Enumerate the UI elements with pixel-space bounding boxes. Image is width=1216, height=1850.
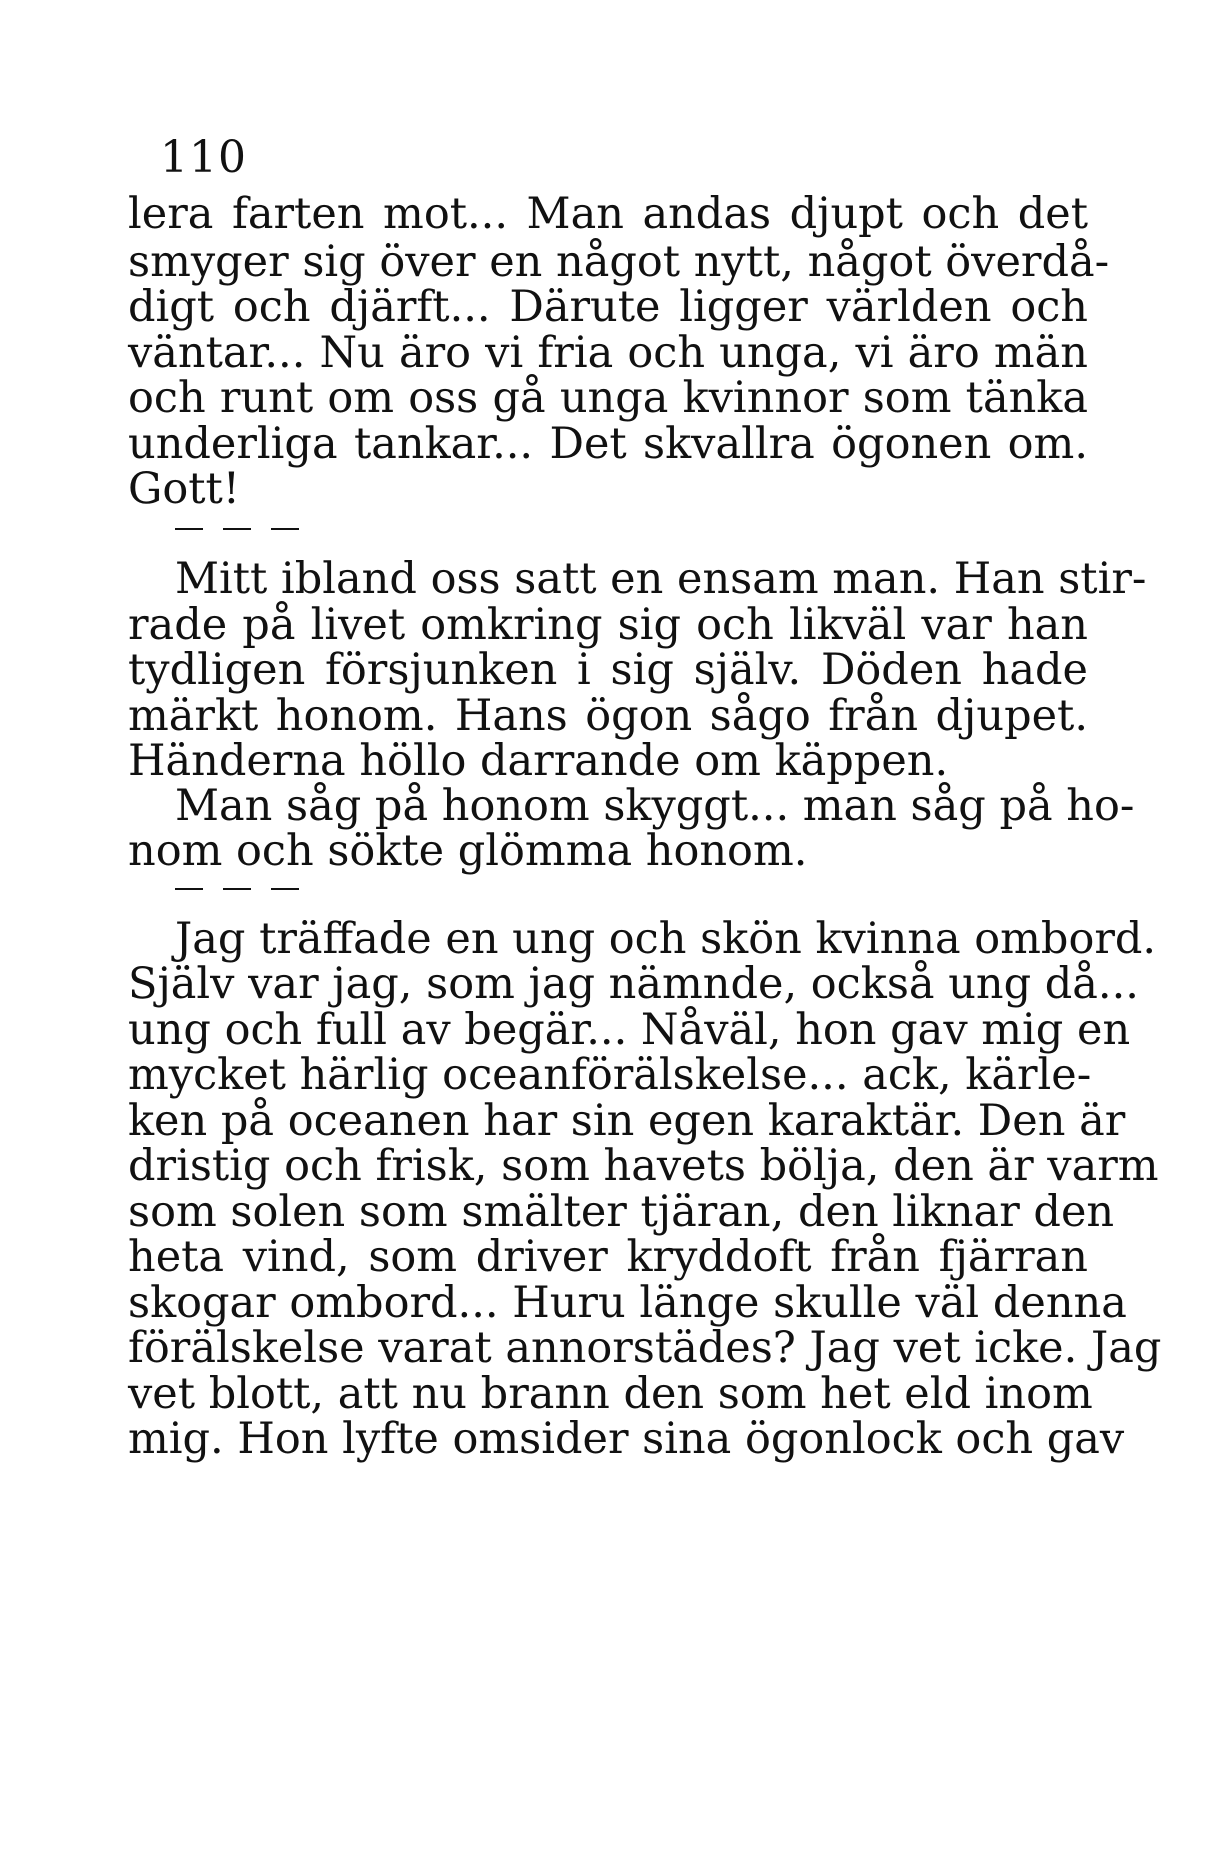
text-line: tydligen försjunken i sig själv. Döden hade <box>128 645 1088 695</box>
text-line: märkt honom. Hans ögon sågo från djupet. <box>128 691 1088 741</box>
text-line: Händerna höllo darrande om käppen. <box>128 736 949 786</box>
text-line: vet blott, att nu brann den som het eld inom <box>128 1369 1093 1419</box>
text-line: Mitt ibland oss satt en ensam man. Han stir- <box>175 554 1147 604</box>
text-line: förälskelse varat annorstädes? Jag vet icke. Jag <box>128 1323 1162 1373</box>
text-line: mycket härlig oceanförälskelse... ack, kärle- <box>128 1050 1092 1100</box>
text-line: mig. Hon lyfte omsider sina ögonlock och gav <box>128 1414 1125 1464</box>
text-line: lera farten mot... Man andas djupt och det <box>128 189 1088 239</box>
section-dash <box>271 888 299 890</box>
text-line: som solen som smälter tjäran, den liknar den <box>128 1187 1115 1237</box>
section-dash <box>223 888 251 890</box>
text-line: heta vind, som driver kryddoft från fjärran <box>128 1232 1088 1282</box>
text-line: underliga tankar... Det skvallra ögonen om. <box>128 419 1088 469</box>
page-number: 110 <box>160 132 247 183</box>
text-line: ung och full av begär... Nåväl, hon gav mig en <box>128 1005 1131 1055</box>
section-dash <box>271 528 299 530</box>
text-line: rade på livet omkring sig och likväl var han <box>128 600 1088 650</box>
text-line: nom och sökte glömma honom. <box>128 826 808 876</box>
text-line: smyger sig över en något nytt, något överdå- <box>128 237 1110 287</box>
section-dash <box>223 528 251 530</box>
text-line: ken på oceanen har sin egen karaktär. Den är <box>128 1096 1126 1146</box>
text-line: Själv var jag, som jag nämnde, också ung då... <box>128 959 1139 1009</box>
text-line: Jag träffade en ung och skön kvinna ombord. <box>175 914 1157 964</box>
text-line: Man såg på honom skyggt... man såg på ho- <box>175 781 1135 831</box>
text-line: väntar... Nu äro vi fria och unga, vi äro män <box>128 328 1088 378</box>
text-line: Gott! <box>128 464 241 514</box>
section-dash <box>175 528 203 530</box>
text-line: skogar ombord... Huru länge skulle väl denna <box>128 1278 1127 1328</box>
text-line: digt och djärft... Därute ligger världen och <box>128 282 1088 332</box>
section-dash <box>175 888 203 890</box>
text-line: och runt om oss gå unga kvinnor som tänka <box>128 373 1088 423</box>
text-line: dristig och frisk, som havets bölja, den är varm <box>128 1141 1159 1191</box>
